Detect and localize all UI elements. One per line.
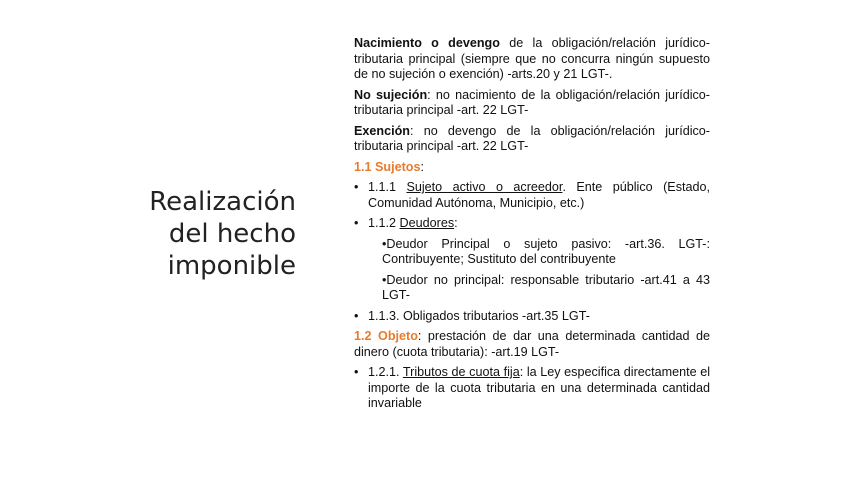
item-text: : [454, 216, 458, 230]
bullet-icon: • [354, 365, 359, 379]
sub-item-deudor-principal: •Deudor Principal o sujeto pasivo: -art.36. LGT-: Contribuyente; Sustituto del contribuyente [382, 236, 710, 266]
paragraph-objeto [354, 329, 710, 360]
text-exencion: : no devengo de la obligación/relación jurídico-tributaria principal -art. 22 LGT- [354, 123, 710, 153]
slide-body [354, 36, 710, 417]
bullet-icon: • [354, 216, 359, 230]
list-item-sujeto-activo [354, 180, 710, 211]
item-term: Deudores [399, 216, 455, 230]
heading-sujetos-suffix: : [420, 159, 424, 174]
text-nacimiento: de la obligación/relación jurídico-tributaria principal (siempre que no concurra ningún supuesto de no sujeción o exención) -arts.20 y 21 LGT-. [354, 36, 710, 81]
term-no-sujecion: No sujeción [354, 87, 428, 102]
bullet-icon: • [354, 180, 359, 194]
text-no-sujecion: : no nacimiento de la obligación/relación jurídico-tributaria principal -art. 22 LGT- [354, 87, 711, 117]
bullet-icon: • [354, 308, 359, 323]
item-text: . Ente público (Estado, Comunidad Autónoma, Municipio, etc.) [368, 180, 710, 210]
item-term: Tributos de cuota fija [402, 365, 520, 379]
text-objeto: : prestación de dar una determinada cantidad de dinero (cuota tributaria): -art.19 LGT- [354, 329, 710, 359]
title-line-3: imponible [167, 251, 296, 281]
list-item-cuota-fija [354, 365, 710, 412]
slide-title [120, 186, 296, 282]
item-number: 1.2.1. [368, 365, 403, 379]
heading-objeto: 1.2 Objeto [354, 329, 418, 343]
heading-sujetos [354, 160, 710, 176]
item-number: 1.1.1 [368, 180, 407, 194]
title-line-2: del hecho [168, 219, 296, 249]
item-number: 1.1.2 [368, 216, 400, 230]
item-text: : la Ley especifica directamente el importe de la cuota tributaria en una determinada cantidad invariable [368, 365, 710, 410]
sub-item-deudor-no-principal: •Deudor no principal: responsable tributario -art.41 a 43 LGT- [382, 272, 710, 302]
list-item-obligados [354, 309, 710, 325]
list-item-deudores [354, 216, 710, 232]
heading-sujetos-label: 1.1 Sujetos [354, 159, 421, 174]
item-text: 1.1.3. Obligados tributarios -art.35 LGT- [368, 308, 590, 323]
paragraph-no-sujecion [354, 88, 710, 119]
term-nacimiento: Nacimiento o devengo [354, 36, 500, 50]
paragraph-exencion [354, 124, 710, 155]
title-line-1: Realización [149, 187, 296, 217]
term-exencion: Exención [354, 123, 410, 138]
item-term: Sujeto activo o acreedor [406, 180, 563, 194]
paragraph-nacimiento [354, 36, 710, 83]
